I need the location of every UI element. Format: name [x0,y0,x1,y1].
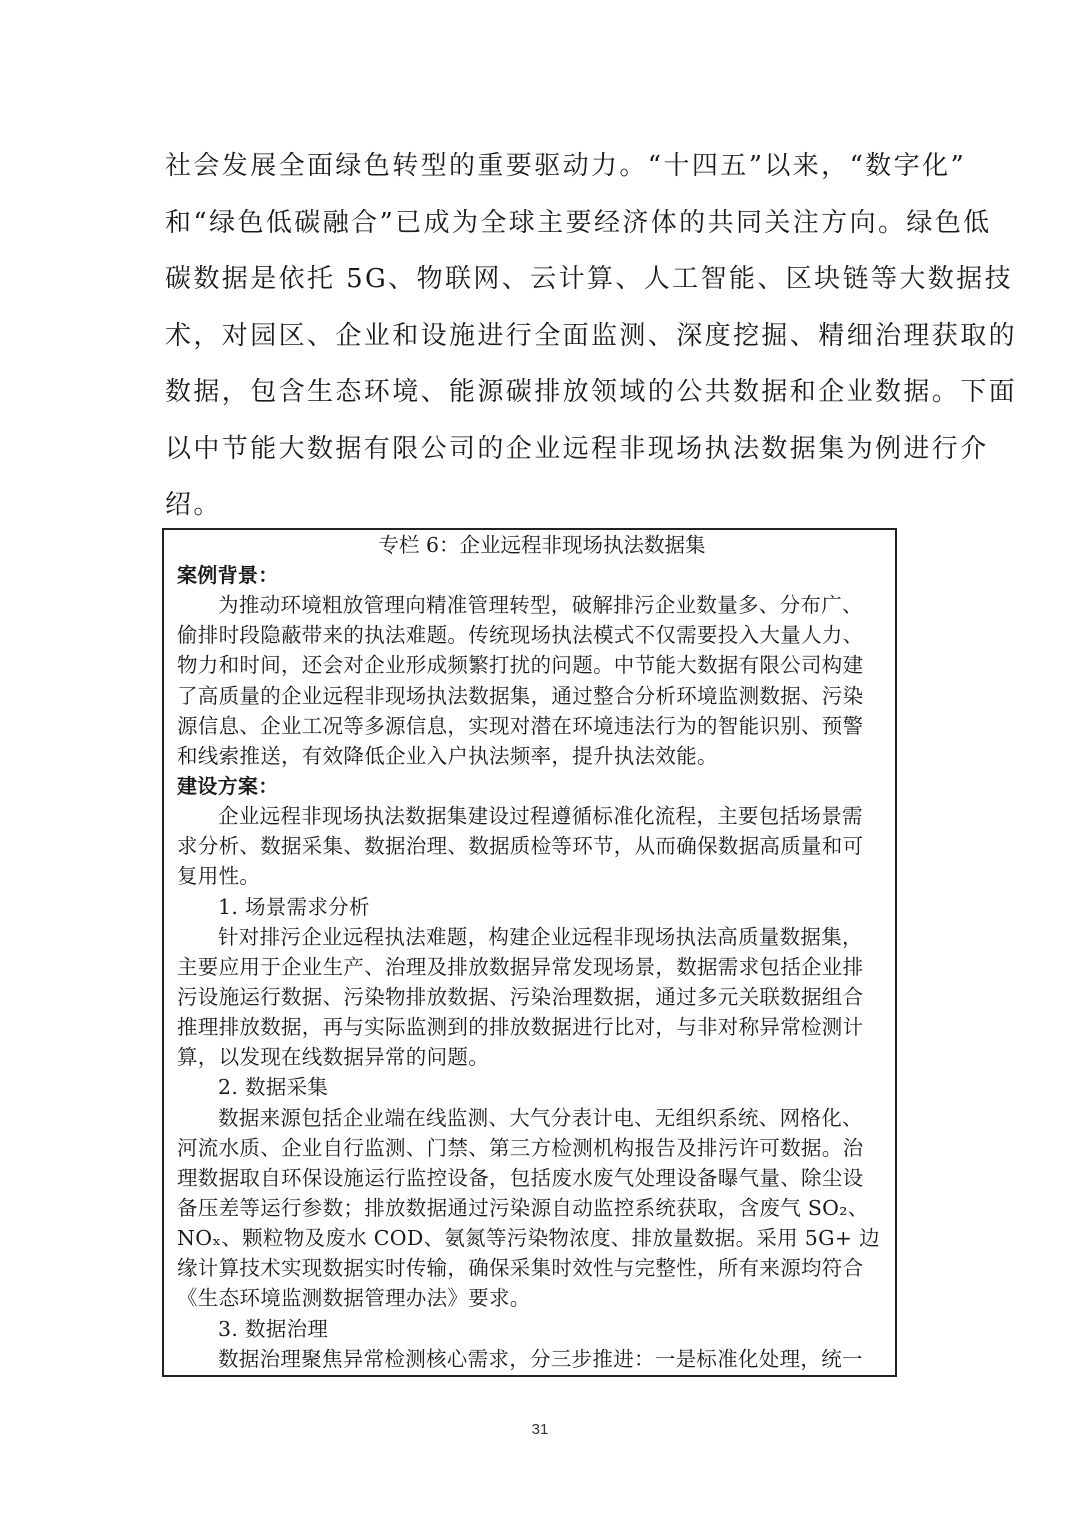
main-paragraph-line: 碳数据是依托 5G、物联网、云计算、人工智能、区块链等大数据技 [165,264,1013,294]
section2-line: 数据来源包括企业端在线监测、大气分表计电、无组织系统、网格化、 [218,1105,863,1130]
main-paragraph-line: 以中节能大数据有限公司的企业远程非现场执法数据集为例进行介 [165,433,989,464]
section2-title: 2. 数据采集 [218,1075,329,1100]
section3-line: 数据治理聚焦异常检测核心需求，分三步推进：一是标准化处理，统一 [218,1346,863,1371]
background-heading: 案例背景： [177,563,279,587]
section1-line: 算，以发现在线数据异常的问题。 [177,1045,489,1070]
background-line: 物力和时间，还会对企业形成频繁打扰的问题。中节能大数据有限公司构建 [177,653,864,678]
section1-line: 主要应用于企业生产、治理及排放数据异常发现场景，数据需求包括企业排 [177,954,864,979]
section2-line: 理数据取自环保设施运行监控设备，包括废水废气处理设备曝气量、除尘设 [177,1165,864,1190]
background-line: 了高质量的企业远程非现场执法数据集，通过整合分析环境监测数据、污染 [177,683,864,708]
section3-line [177,1374,883,1377]
section3-title: 3. 数据治理 [218,1316,329,1341]
box-title: 专栏 6：企业远程非现场执法数据集 [378,533,706,557]
section1-line: 推理排放数据，再与实际监测到的排放数据进行比对，与非对称异常检测计 [177,1015,864,1040]
section2-line: 河流水质、企业自行监测、门禁、第三方检测机构报告及排污许可数据。治 [177,1135,864,1160]
case-study-box [162,528,897,1377]
section1-line: 污设施运行数据、污染物排放数据、污染治理数据，通过多元关联数据组合 [177,984,864,1009]
plan-line: 企业远程非现场执法数据集建设过程遵循标准化流程，主要包括场景需 [218,804,863,829]
page-number: 31 [531,1421,549,1438]
section2-line: NOₓ、颗粒物及废水 COD、氨氮等污染物浓度、排放量数据。采用 5G+ 边 [177,1226,880,1251]
main-paragraph-line: 社会发展全面绿色转型的重要驱动力。“十四五”以来，“数字化” [165,151,967,181]
section2-line: 缘计算技术实现数据实时传输，确保采集时效性与完整性，所有来源均符合 [177,1256,864,1281]
plan-line: 求分析、数据采集、数据治理、数据质检等环节，从而确保数据高质量和可 [177,834,864,859]
section1-line: 针对排污企业远程执法难题，构建企业远程非现场执法高质量数据集， [218,924,863,949]
plan-line: 复用性。 [177,864,261,889]
main-paragraph-line: 和“绿色低碳融合”已成为全球主要经济体的共同关注方向。绿色低 [165,207,992,238]
main-paragraph-line: 绍。 [165,490,222,520]
background-line: 为推动环境粗放管理向精准管理转型，破解排污企业数量多、分布广、 [218,593,863,618]
background-line: 偷排时段隐蔽带来的执法难题。传统现场执法模式不仅需要投入大量人力、 [177,623,864,648]
section2-line: 《生态环境监测数据管理办法》要求。 [177,1286,531,1311]
plan-heading: 建设方案： [177,773,279,798]
main-paragraph-line: 术，对园区、企业和设施进行全面监测、深度挖掘、精细治理获取的 [165,320,1018,351]
section2-line: 备压差等运行参数；排放数据通过污染源自动监控系统获取，含废气 SO₂、 [177,1195,869,1220]
main-paragraph-line: 数据，包含生态环境、能源碳排放领域的公共数据和企业数据。下面 [165,377,1018,407]
main-paragraph [165,138,1018,534]
background-line: 源信息、企业工况等多源信息，实现对潜在环境违法行为的智能识别、预警 [177,713,864,738]
background-line: 和线索推送，有效降低企业入户执法频率，提升执法效能。 [177,743,718,768]
section1-title: 1. 场景需求分析 [218,894,370,919]
